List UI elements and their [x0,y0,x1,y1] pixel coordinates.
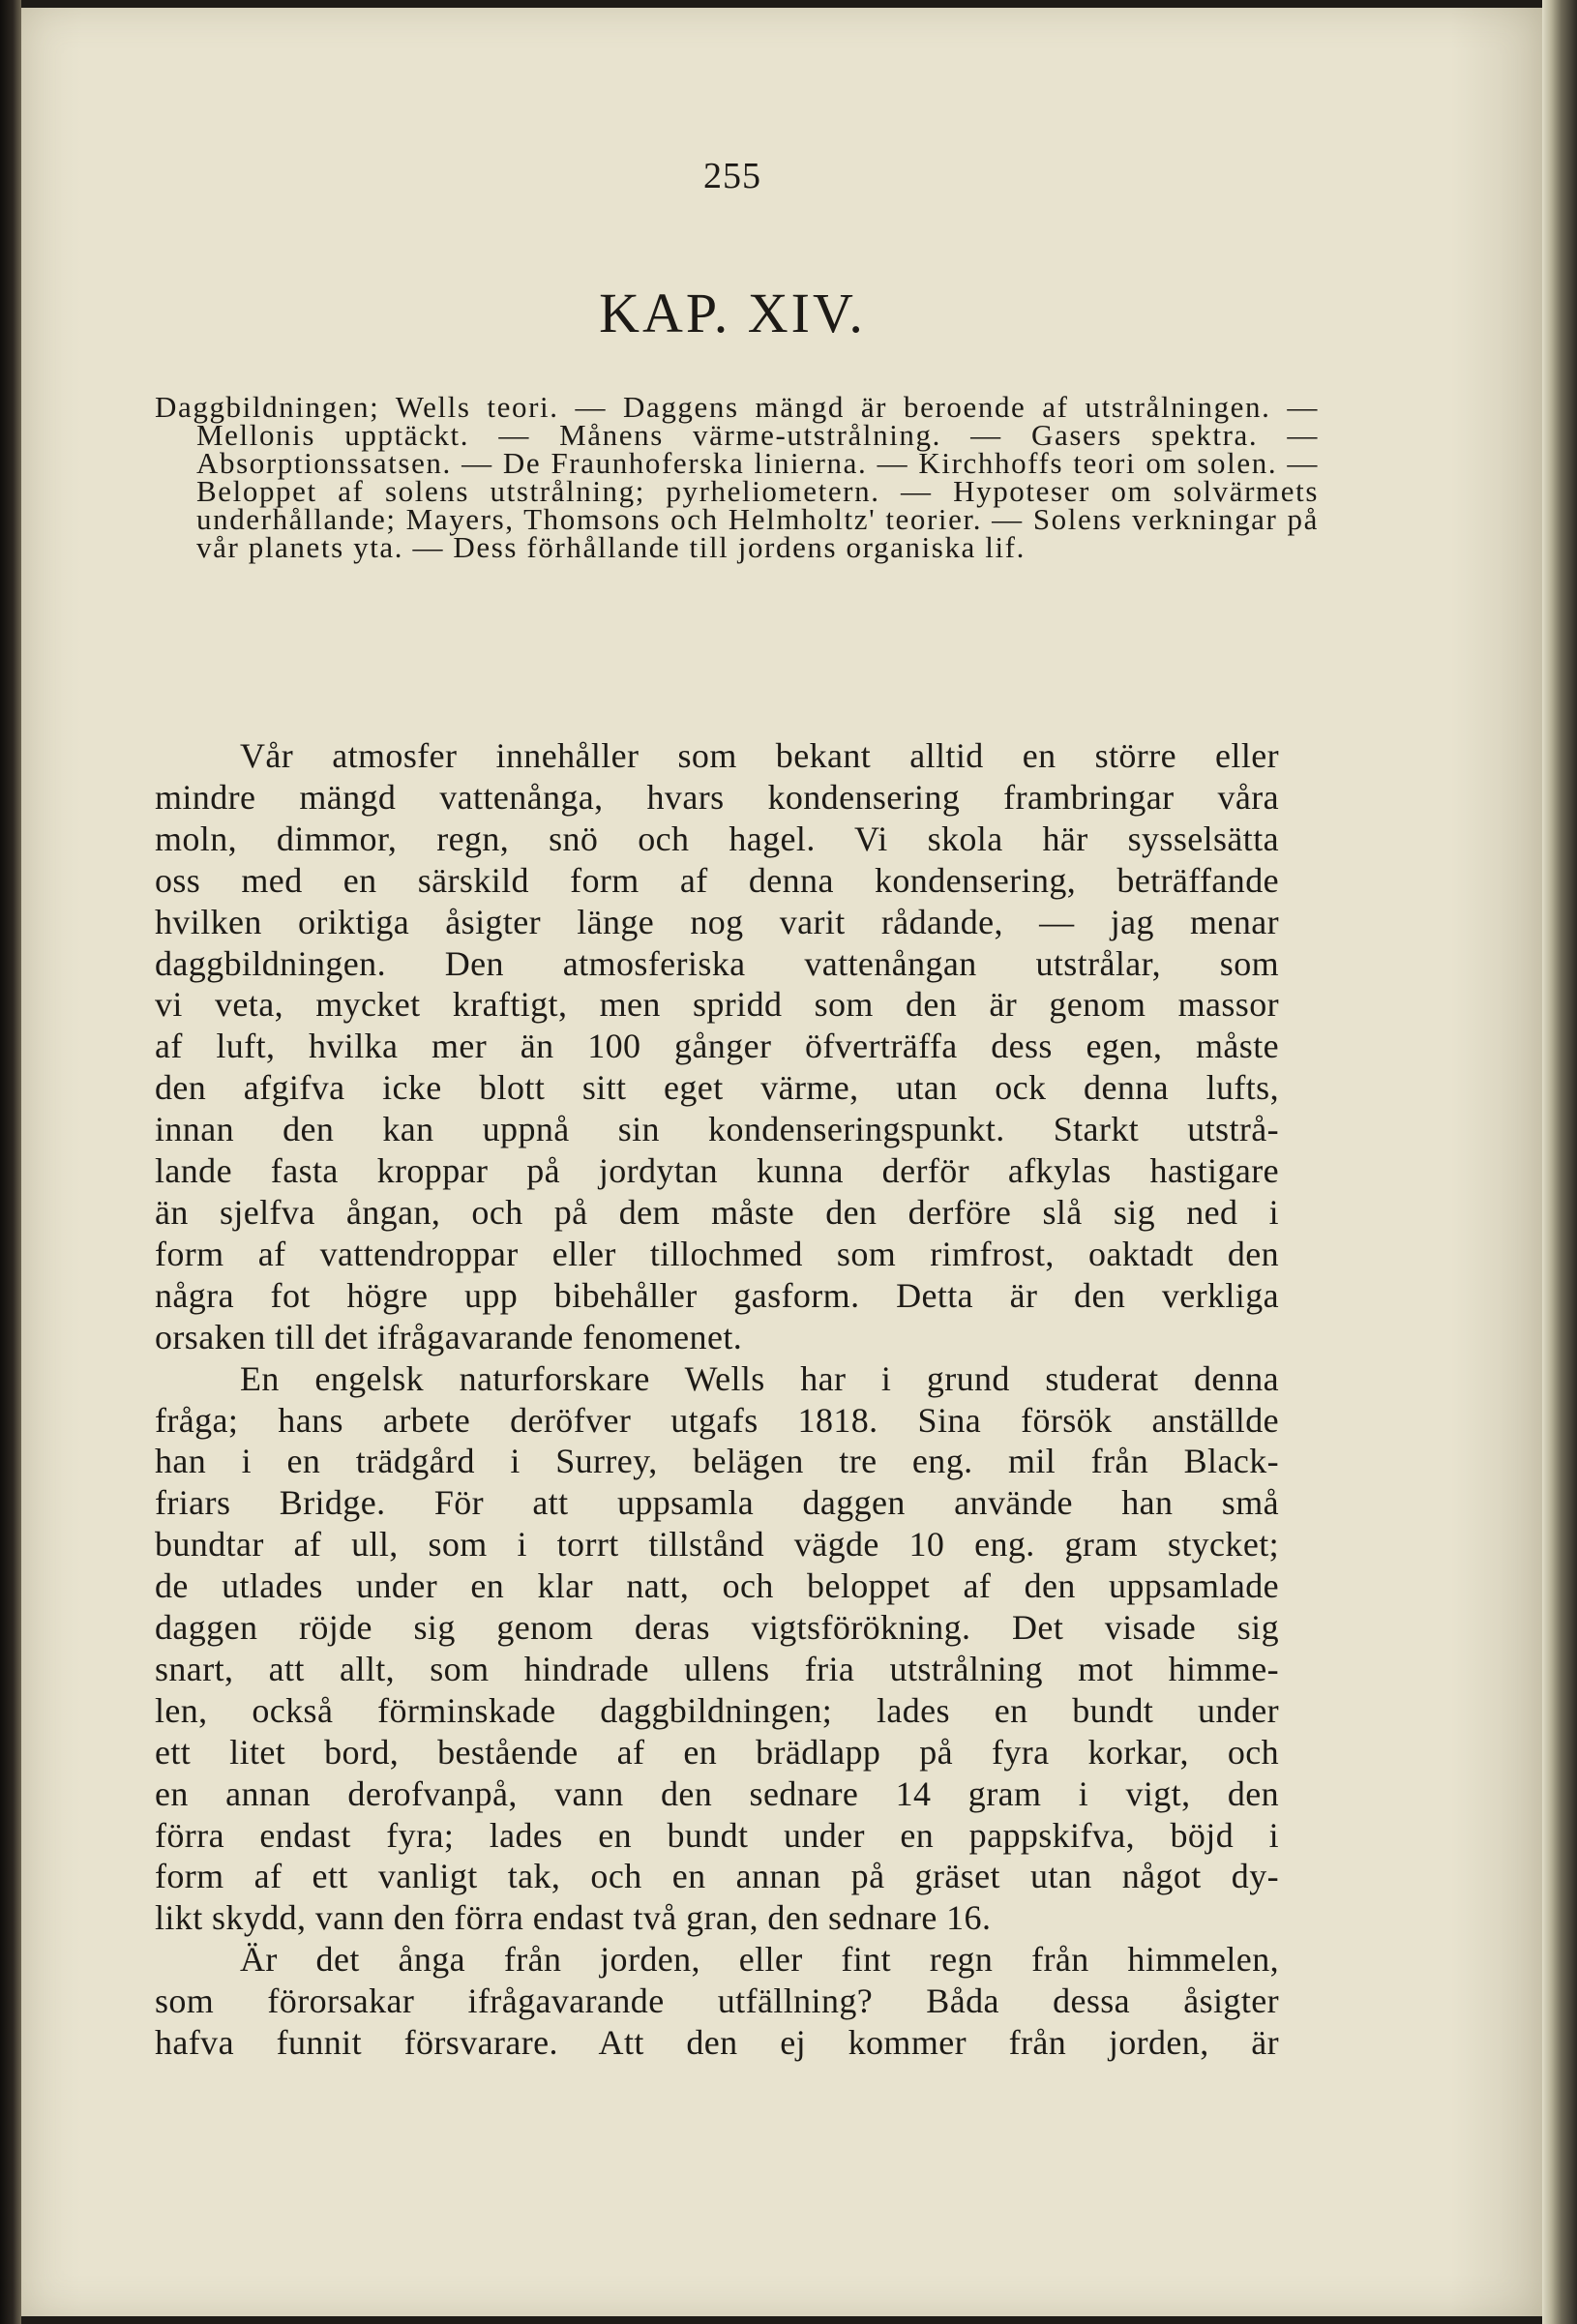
text-line: moln, dimmor, regn, snö och hagel. Vi skola här sysselsätta [155,819,1279,858]
text-line: snart, att allt, som hindrade ullens fria utstrålning mot himme- [155,1649,1279,1688]
text-line: som förorsakar ifrågavarande utfällning? Båda dessa åsigter [155,1981,1279,2021]
page-number: 255 [703,156,761,196]
text-line: mindre mängd vattenånga, hvars kondensering frambringar våra [155,777,1279,817]
text-line: bundtar af ull, som i torrt tillstånd vägde 10 eng. gram stycket; [155,1525,1279,1564]
text-line: än sjelfva ångan, och på dem måste den derföre slå sig ned i [155,1192,1279,1232]
text-line: Är det ånga från jorden, eller fint regn från himmelen, [240,1940,1279,1980]
text-line: fråga; hans arbete deröfver utgafs 1818. Sina försök anställde [155,1400,1279,1440]
text-line: de utlades under en klar natt, och beloppet af den uppsamlade [155,1566,1279,1606]
text-line: ett litet bord, bestående af en brädlapp på fyra korkar, och [155,1732,1279,1772]
text-line: förra endast fyra; lades en bundt under en pappskifva, böjd i [155,1815,1279,1855]
text-line: Vår atmosfer innehåller som bekant alltid en större eller [240,736,1279,775]
text-line: form af ett vanligt tak, och en annan på gräset utan något dy- [155,1857,1279,1896]
left-binding-edge [0,0,21,2324]
text-line: friars Bridge. För att uppsamla daggen använde han små [155,1483,1279,1523]
body-text [155,735,1279,2064]
book-spine-edge [1542,0,1577,2324]
text-line: af luft, hvilka mer än 100 gånger öfverträffa dess egen, måste [155,1027,1279,1066]
text-line: oss med en särskild form af denna kondensering, beträffande [155,860,1279,900]
chapter-summary: Daggbildningen; Wells teori. — Daggens mängd är beroende af utstrålningen. — Mellonis upptäckt. — Månens värme-utstrålning. — Gasers spektra. — Absorptionssatsen. — De Fraunhoferska linierna. — Kirchhoffs teori om solen. — Beloppet af solens utstrålning; pyrheliometern. — Hypoteser om solvärmets underhållande; Mayers, Thomsons och Helmholtz' teorier. — Solens verkningar på vår planets yta. — Dess förhållande till jordens organiska lif. [155,390,1319,564]
text-line: några fot högre upp bibehåller gasform. Detta är den verkliga [155,1275,1279,1315]
text-line: den afgifva icke blott sitt eget värme, utan ock denna lufts, [155,1068,1279,1108]
text-line: form af vattendroppar eller tillochmed som rimfrost, oaktadt den [155,1234,1279,1273]
text-line: han i en trädgård i Surrey, belägen tre eng. mil från Black- [155,1442,1279,1481]
chapter-title: KAP. XIV. [599,282,866,344]
text-line: daggen röjde sig genom deras vigtsförökning. Det visade sig [155,1608,1279,1648]
text-line: hvilken oriktiga åsigter länge nog varit rådande, — jag menar [155,902,1279,941]
text-line: hafva funnit försvarare. Att den ej kommer från jorden, är [155,2023,1279,2063]
text-line: innan den kan uppnå sin kondenseringspunkt. Starkt utstrå- [155,1110,1279,1149]
text-line: len, också förminskade daggbildningen; lades en bundt under [155,1690,1279,1730]
text-line: vi veta, mycket kraftigt, men spridd som den är genom massor [155,985,1279,1025]
text-line: En engelsk naturforskare Wells har i grund studerat denna [240,1358,1279,1398]
text-line: daggbildningen. Den atmosferiska vattenångan utstrålar, som [155,943,1279,983]
text-line: orsaken till det ifrågavarande fenomenet. [155,1317,743,1356]
text-line: lande fasta kroppar på jordytan kunna derför afkylas hastigare [155,1151,1279,1191]
text-line: likt skydd, vann den förra endast två gran, den sednare 16. [155,1898,992,1938]
text-line: en annan derofvanpå, vann den sednare 14 gram i vigt, den [155,1773,1279,1813]
book-page [21,8,1542,2316]
